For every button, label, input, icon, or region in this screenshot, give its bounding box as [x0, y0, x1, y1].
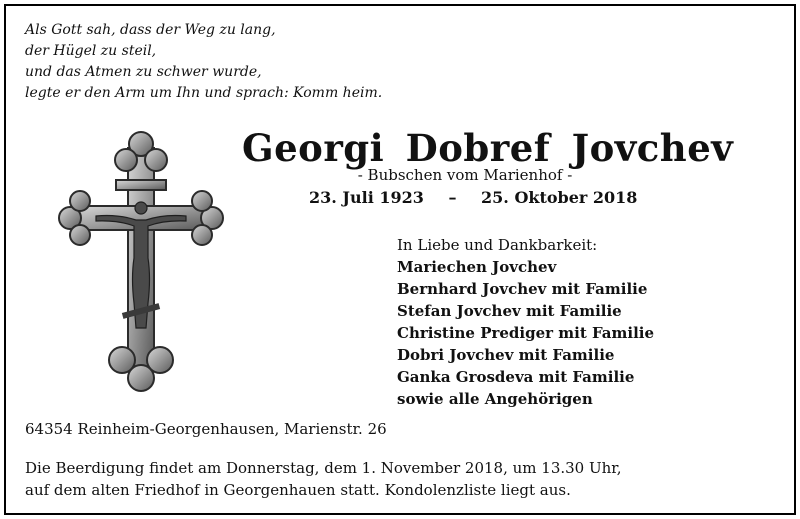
mourner-name: Stefan Jovchev mit Familie: [397, 302, 622, 320]
poem-line: legte er den Arm um Ihn und sprach: Komm heim.: [25, 85, 383, 101]
life-dates: [309, 188, 637, 207]
birth-date: 23. Juli 1923: [309, 188, 424, 207]
deceased-nickname: - Bubschen vom Marienhof -: [357, 166, 573, 184]
mourner-name: sowie alle Angehörigen: [397, 390, 593, 408]
funeral-line: Die Beerdigung findet am Donnerstag, dem 1. November 2018, um 13.30 Uhr,: [25, 459, 622, 477]
deceased-name: Georgi Dobref Jovchev: [242, 126, 734, 170]
poem: [25, 20, 382, 104]
funeral-info: [25, 457, 622, 501]
poem-line: Als Gott sah, dass der Weg zu lang,: [25, 22, 276, 38]
mourners-list: [397, 234, 654, 410]
funeral-line: auf dem alten Friedhof in Georgenhauen statt. Kondolenzliste liegt aus.: [25, 481, 571, 499]
mourners-intro: In Liebe und Dankbarkeit:: [397, 236, 598, 254]
mourner-name: Christine Prediger mit Familie: [397, 324, 655, 342]
obituary-notice: [4, 4, 796, 515]
death-date: 25. Oktober 2018: [481, 188, 638, 207]
mourner-name: Bernhard Jovchev mit Familie: [397, 280, 648, 298]
poem-line: der Hügel zu steil,: [25, 43, 157, 59]
address: 64354 Reinheim-Georgenhausen, Marienstr. 26: [25, 420, 387, 438]
mourner-name: Mariechen Jovchev: [397, 258, 557, 276]
date-dash: –: [448, 188, 457, 207]
mourner-name: Dobri Jovchev mit Familie: [397, 346, 615, 364]
mourner-name: Ganka Grosdeva mit Familie: [397, 368, 635, 386]
poem-line: und das Atmen zu schwer wurde,: [25, 64, 262, 80]
